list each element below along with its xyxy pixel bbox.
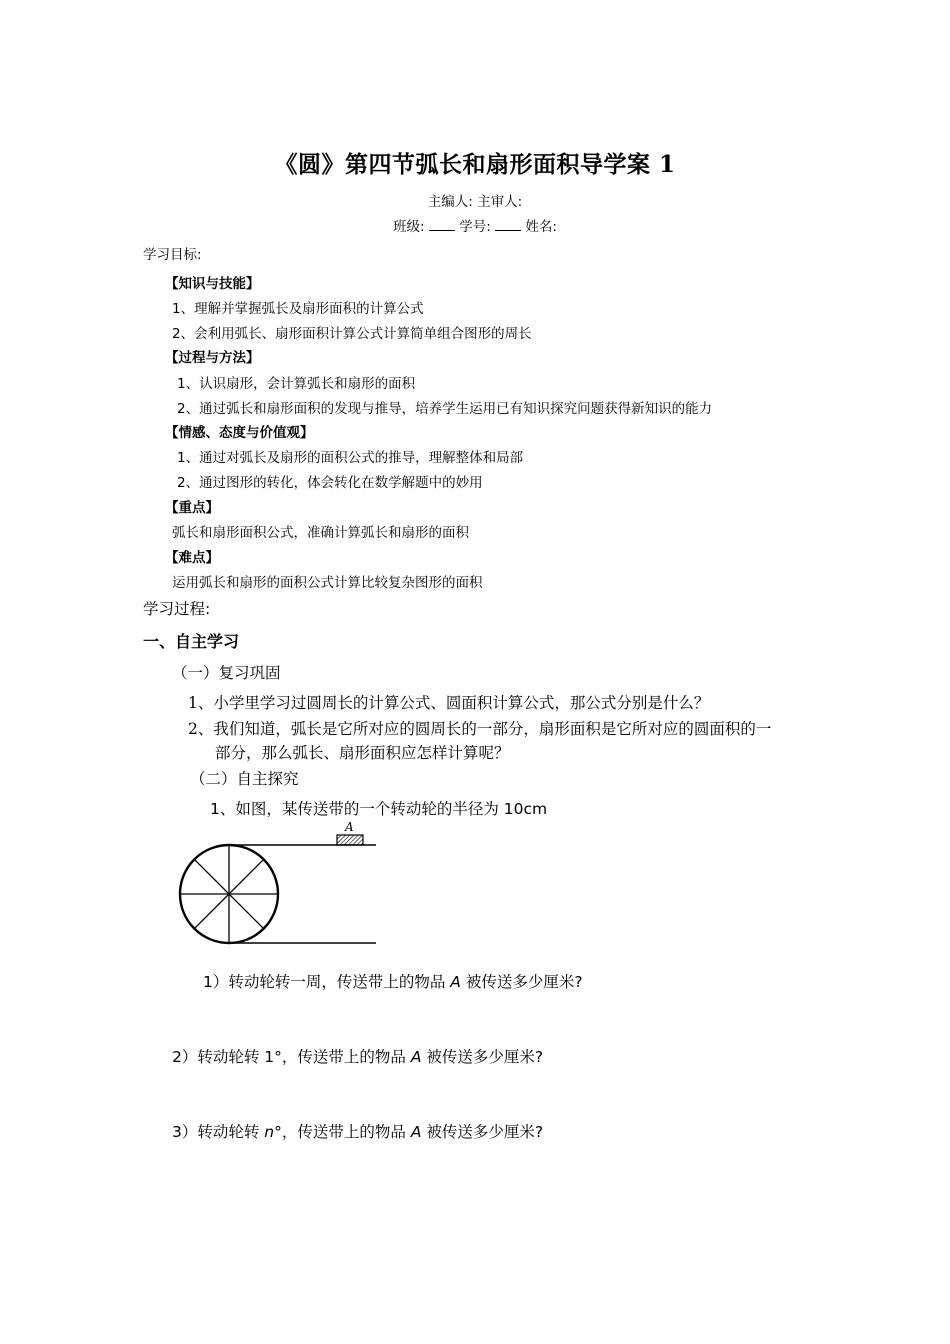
difficulty-text: 运用弧长和扇形的面积公式计算比较复杂图形的面积: [172, 575, 483, 591]
subsection-explore: （二）自主探究: [190, 770, 299, 788]
object-a-label: A: [345, 820, 354, 834]
question-2-line-2: 部分，那么弧长、扇形面积应怎样计算呢？: [215, 744, 510, 762]
sub-question-1: 1）转动轮转一周，传送带上的物品 A 被传送多少厘米?: [203, 973, 583, 991]
process-item-2: 2、通过弧长和扇形面积的发现与推导，培养学生运用已有知识探究问题获得新知识的能力: [177, 401, 713, 417]
question-1: 1、小学里学习过圆周长的计算公式、圆面积计算公式，那公式分别是什么？: [188, 694, 710, 712]
emotion-heading: 【情感、态度与价值观】: [165, 425, 314, 441]
editor-line: 主编人: 主审人:: [427, 194, 523, 210]
problem-1: 1、如图，某传送带的一个转动轮的半径为 10cm: [210, 800, 548, 818]
number-label: 学号:: [459, 219, 491, 235]
emotion-item-2: 2、通过图形的转化，体会转化在数学解题中的妙用: [177, 475, 483, 491]
subsection-review: （一）复习巩固: [172, 664, 281, 682]
knowledge-item-1: 1、理解并掌握弧长及扇形面积的计算公式: [172, 301, 424, 317]
process-heading: 【过程与方法】: [165, 350, 260, 366]
process-section-heading: 学习过程:: [143, 600, 211, 618]
knowledge-item-2: 2、会利用弧长、扇形面积计算公式计算简单组合图形的周长: [172, 326, 532, 342]
key-heading: 【重点】: [165, 500, 219, 516]
name-label: 姓名:: [525, 219, 557, 235]
number-blank: [495, 218, 521, 231]
objectives-heading: 学习目标:: [143, 247, 202, 263]
question-2-line-1: 2、我们知道，弧长是它所对应的圆周长的一部分，扇形面积是它所对应的圆面积的一: [188, 720, 772, 738]
page-title: 《圆》第四节弧长和扇形面积导学案 1: [274, 151, 676, 178]
conveyor-figure: [170, 815, 385, 955]
sub-question-2: 2）转动轮转 1°，传送带上的物品 A 被传送多少厘米?: [172, 1048, 544, 1066]
key-text: 弧长和扇形面积公式，准确计算弧长和扇形的面积: [172, 525, 469, 541]
difficulty-heading: 【难点】: [165, 550, 219, 566]
student-info-line: [0, 215, 950, 235]
section-1-heading: 一、自主学习: [143, 632, 240, 651]
sub-question-3: 3）转动轮转 n°，传送带上的物品 A 被传送多少厘米?: [172, 1123, 544, 1141]
class-blank: [429, 218, 455, 231]
class-label: 班级:: [393, 219, 425, 235]
emotion-item-1: 1、通过对弧长及扇形的面积公式的推导，理解整体和局部: [177, 450, 524, 466]
object-a: [337, 835, 363, 845]
process-item-1: 1、认识扇形，会计算弧长和扇形的面积: [177, 376, 416, 392]
knowledge-heading: 【知识与技能】: [165, 276, 260, 292]
